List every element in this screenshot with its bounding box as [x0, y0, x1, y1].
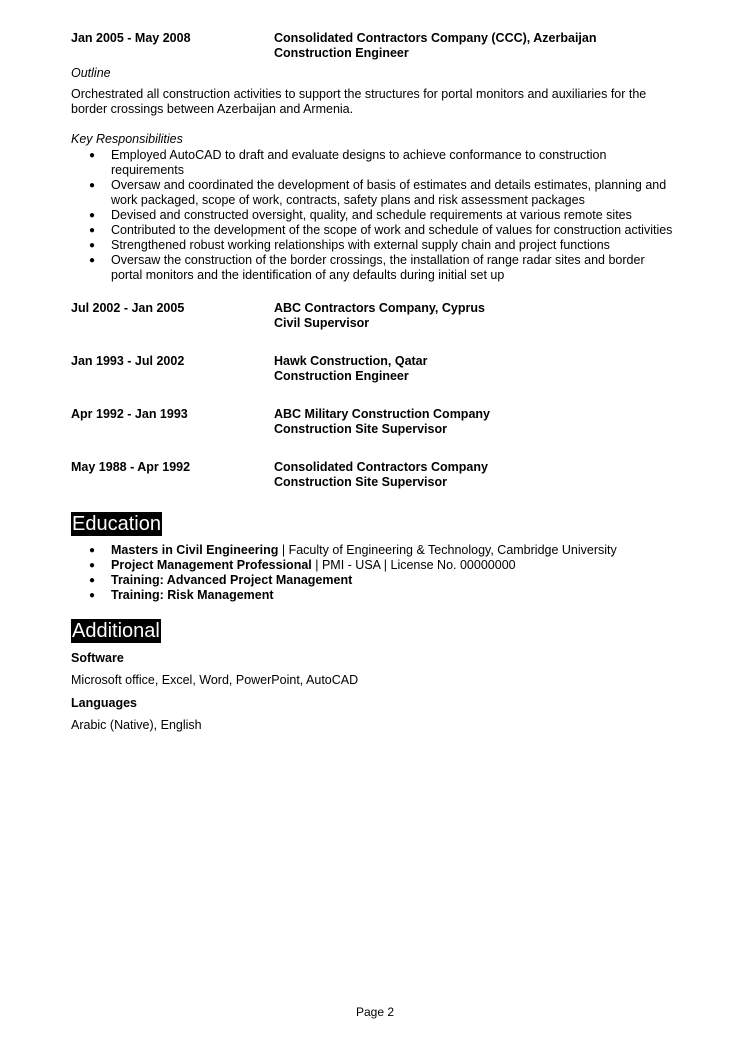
job-company: ABC Military Construction Company: [274, 407, 490, 421]
key-responsibilities-label: Key Responsibilities: [71, 132, 183, 146]
bullet-icon: ●: [89, 225, 96, 236]
job-org: [274, 31, 691, 61]
job-company: Hawk Construction, Qatar: [274, 354, 428, 368]
job-entry: [71, 460, 691, 490]
outline-text-line: border crossings between Azerbaijan and Armenia.: [71, 102, 354, 116]
section-heading-additional: Additional: [72, 620, 160, 642]
list-item: ● Employed AutoCAD to draft and evaluate designs to achieve conformance to construction requirements: [89, 148, 607, 177]
job-company: Consolidated Contractors Company: [274, 460, 488, 474]
list-item: ● Oversaw the construction of the border crossings, the installation of range radar sites and border portal monitors and the identification of any defaults during initial set up: [89, 253, 645, 282]
job-date: May 1988 - Apr 1992: [71, 460, 191, 474]
job-company: ABC Contractors Company, Cyprus: [274, 301, 485, 315]
languages-text: Arabic (Native), English: [71, 718, 202, 732]
education-list: [71, 543, 691, 603]
software-text: Microsoft office, Excel, Word, PowerPoint, AutoCAD: [71, 673, 359, 687]
additional-section: [71, 619, 691, 733]
list-item: ● Oversaw and coordinated the development of basis of estimates and details estimates, planning and work packaged, scope of work, contracts, safety plans and risk assessment packages: [89, 178, 667, 207]
job-title: Construction Engineer: [274, 46, 409, 60]
outline-label: Outline: [71, 66, 111, 80]
bullet-icon: ●: [89, 575, 96, 586]
list-item: ● Training: Risk Management: [89, 588, 274, 602]
job-header: [71, 31, 691, 61]
job-date: Apr 1992 - Jan 1993: [71, 407, 188, 421]
outline-text-line: Orchestrated all construction activities to support the structures for portal monitors and auxiliaries for the: [71, 87, 647, 101]
bullet-icon: ●: [89, 210, 96, 221]
responsibilities-list: [71, 148, 691, 283]
job-org: [274, 301, 691, 331]
bullet-icon: ●: [89, 560, 96, 571]
job-date: Jan 1993 - Jul 2002: [71, 354, 185, 368]
job-date: Jan 2005 - May 2008: [71, 31, 191, 45]
job-title: Construction Site Supervisor: [274, 422, 447, 436]
bullet-icon: ●: [89, 545, 96, 556]
software-label: Software: [71, 651, 124, 665]
job-entry: [71, 407, 691, 437]
page-number: Page 2: [355, 1005, 395, 1019]
list-item: ● Training: Advanced Project Management: [89, 573, 353, 587]
bullet-icon: ●: [89, 150, 96, 161]
job-entry: [71, 301, 691, 331]
job-title: Construction Site Supervisor: [274, 475, 447, 489]
job-org: [274, 407, 691, 437]
list-item: ● Devised and constructed oversight, quality, and schedule requirements at various remote sites: [89, 208, 632, 222]
job-date: Jul 2002 - Jan 2005: [71, 301, 185, 315]
list-item: ● Contributed to the development of the scope of work and schedule of values for construction activities: [89, 223, 673, 237]
list-item: ● Masters in Civil Engineering | Faculty of Engineering & Technology, Cambridge University: [89, 543, 617, 557]
bullet-icon: ●: [89, 180, 96, 191]
job-entry: [71, 354, 691, 384]
bullet-icon: ●: [89, 255, 96, 266]
job-title: Construction Engineer: [274, 369, 409, 383]
job-title: Civil Supervisor: [274, 316, 370, 330]
job-org: [274, 354, 691, 384]
bullet-icon: ●: [89, 240, 96, 251]
list-item: ● Project Management Professional | PMI - USA | License No. 00000000: [89, 558, 516, 572]
resume-page: [71, 31, 691, 733]
job-company: Consolidated Contractors Company (CCC), Azerbaijan: [274, 31, 597, 45]
education-section: [71, 512, 691, 603]
languages-label: Languages: [71, 696, 137, 710]
section-heading-education: Education: [72, 513, 161, 535]
bullet-icon: ●: [89, 590, 96, 601]
job-entry-ccc-azerbaijan: [71, 31, 691, 283]
job-org: [274, 460, 691, 490]
outline-text: [71, 87, 691, 117]
list-item: ● Strengthened robust working relationships with external supply chain and project functions: [89, 238, 610, 252]
